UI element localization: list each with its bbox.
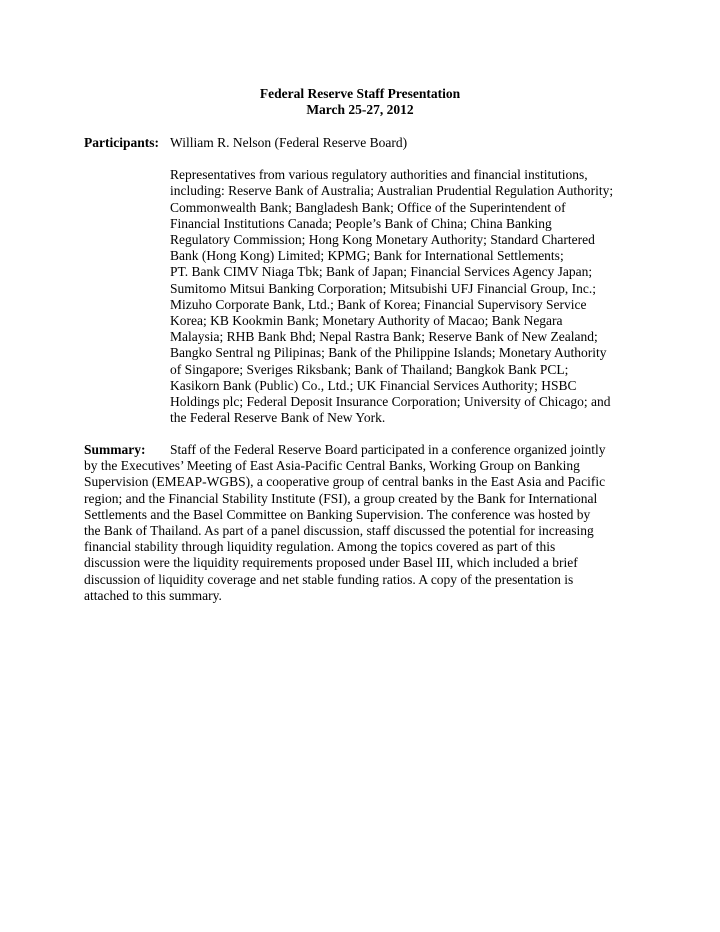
summary-line: Settlements and the Basel Committee on Banking Supervision. The conference was hosted by (84, 506, 591, 522)
summary-line: attached to this summary. (84, 587, 222, 603)
summary-label: Summary: (84, 442, 146, 457)
representatives-line: PT. Bank CIMV Niaga Tbk; Bank of Japan; Financial Services Agency Japan; (170, 264, 593, 280)
summary-section (84, 442, 644, 604)
representatives-line: Financial Institutions Canada; People’s Bank of China; China Banking (170, 215, 552, 231)
participants-section (170, 135, 640, 426)
representatives-line: Sumitomo Mitsui Banking Corporation; Mitsubishi UFJ Financial Group, Inc.; (170, 280, 597, 296)
summary-line: the Bank of Thailand. As part of a panel discussion, staff discussed the potential for increasing (84, 523, 594, 538)
representatives-line: Bangko Sentral ng Pilipinas; Bank of the Philippine Islands; Monetary Authority (170, 345, 607, 361)
representatives-line: of Singapore; Sveriges Riksbank; Bank of Thailand; Bangkok Bank PCL; (170, 361, 569, 377)
representatives-line: the Federal Reserve Bank of New York. (170, 410, 386, 426)
representatives-line: Commonwealth Bank; Bangladesh Bank; Office of the Superintendent of (170, 199, 566, 215)
summary-line: Supervision (EMEAP-WGBS), a cooperative group of central banks in the East Asia and Pacific (84, 474, 606, 490)
representatives-line: Malaysia; RHB Bank Bhd; Nepal Rastra Bank; Reserve Bank of New Zealand; (170, 329, 598, 345)
summary-line: Staff of the Federal Reserve Board participated in a conference organized jointly (170, 442, 606, 457)
summary-line: financial stability through liquidity regulation. Among the topics covered as part of this (84, 539, 556, 555)
summary-line: by the Executives’ Meeting of East Asia-Pacific Central Banks, Working Group on Banking (84, 458, 580, 474)
representatives-line: Kasikorn Bank (Public) Co., Ltd.; UK Financial Services Authority; HSBC (170, 377, 577, 393)
representatives-line: Korea; KB Kookmin Bank; Monetary Authority of Macao; Bank Negara (170, 313, 563, 329)
document-title: Federal Reserve Staff Presentation (259, 86, 461, 101)
participants-label: Participants: (84, 135, 159, 150)
summary-line: discussion were the liquidity requirements proposed under Basel III, which included a brief (84, 555, 578, 571)
representatives-line: including: Reserve Bank of Australia; Australian Prudential Regulation Authority; (170, 183, 614, 199)
representatives-line: Holdings plc; Federal Deposit Insurance Corporation; University of Chicago; and (170, 394, 611, 410)
paragraph-gap (170, 151, 640, 167)
primary-participant: William R. Nelson (Federal Reserve Board) (170, 135, 408, 150)
representatives-paragraph (170, 167, 640, 426)
document-date: March 25-27, 2012 (306, 102, 414, 117)
representatives-line: Regulatory Commission; Hong Kong Monetary Authority; Standard Chartered (170, 232, 595, 248)
representatives-line: Bank (Hong Kong) Limited; KPMG; Bank for International Settlements; (170, 248, 564, 264)
summary-line: discussion of liquidity coverage and net stable funding ratios. A copy of the presentation is (84, 571, 574, 587)
representatives-line: Representatives from various regulatory authorities and financial institutions, (170, 167, 588, 183)
summary-first-line (84, 442, 644, 458)
summary-line: region; and the Financial Stability Institute (FSI), a group created by the Bank for International (84, 490, 598, 506)
representatives-line: Mizuho Corporate Bank, Ltd.; Bank of Korea; Financial Supervisory Service (170, 296, 587, 312)
